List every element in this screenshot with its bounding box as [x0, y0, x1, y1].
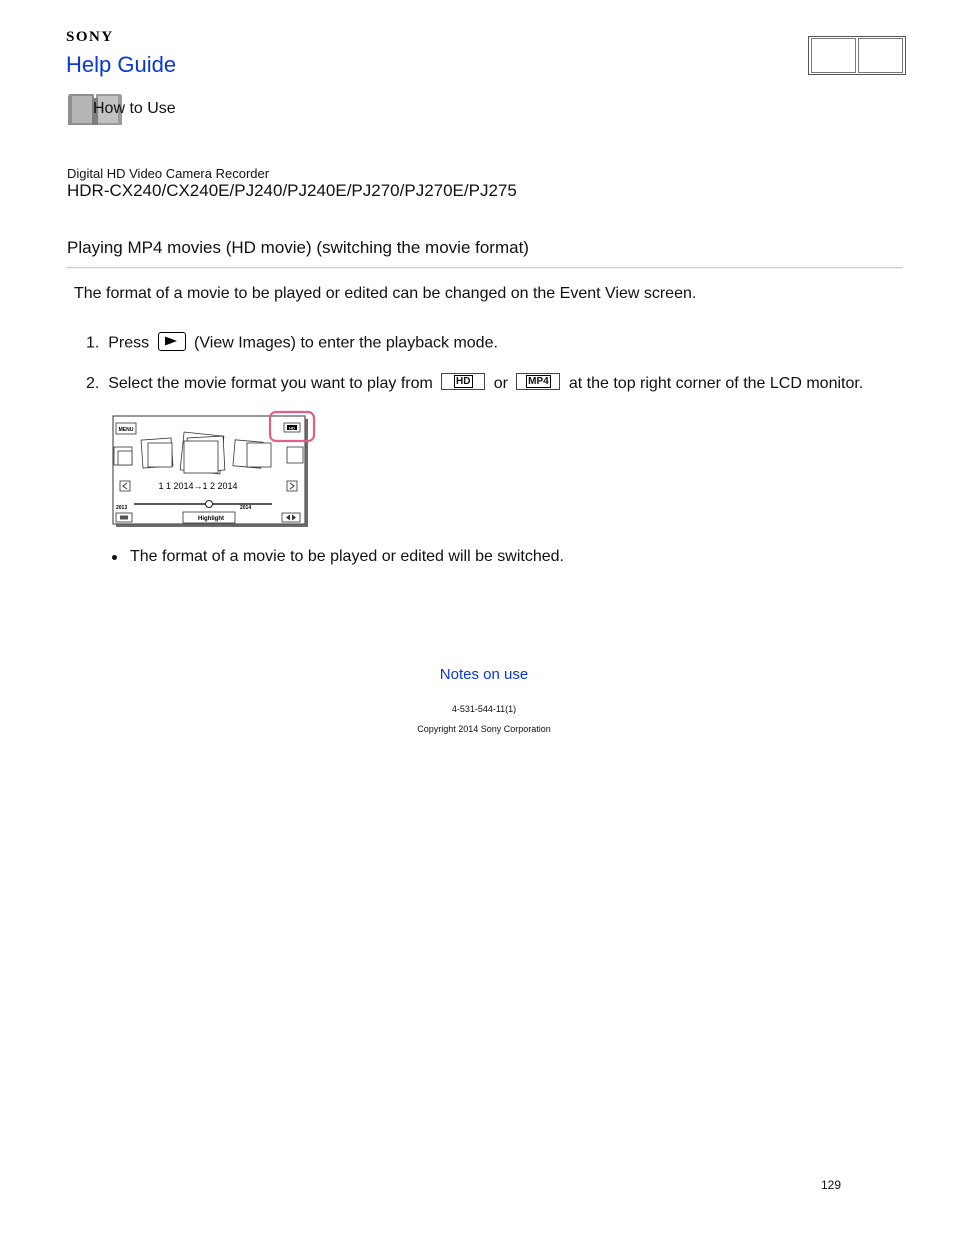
year-right: 2014 — [240, 505, 252, 511]
sony-logo: SONY — [66, 29, 114, 45]
view-images-icon — [158, 332, 186, 351]
step-text: Select the movie format you want to play from — [108, 375, 433, 392]
step-text: at the top right corner of the LCD monitor. — [568, 375, 864, 392]
step-text: (View Images) to enter the playback mode. — [194, 334, 498, 352]
next-page-button[interactable] — [858, 38, 903, 73]
copyright: Copyright 2014 Sony Corporation — [417, 724, 551, 734]
menu-label: MENU — [118, 427, 134, 433]
year-left: 2013 — [116, 505, 128, 511]
step-text: Press — [108, 334, 150, 352]
lcd-screen-illustration — [112, 409, 318, 530]
mp4-format-icon — [516, 373, 560, 390]
document-number: 4-531-544-11(1) — [451, 704, 517, 714]
top-navigation-buttons — [808, 36, 906, 75]
step-number: 2. — [86, 375, 100, 392]
intro-paragraph: The format of a movie to be played or edited can be changed on the Event View screen. — [74, 285, 697, 302]
format-badge-text: HD — [289, 425, 295, 431]
hd-format-label: HD — [456, 376, 471, 388]
bullet-dot — [112, 555, 117, 560]
camera-icon — [120, 516, 128, 520]
bullet-note: The format of a movie to be played or edited will be switched. — [130, 548, 564, 565]
prev-page-button[interactable] — [811, 38, 856, 73]
date-range: 1 1 2014→1 2 2014 — [158, 481, 238, 491]
hd-format-icon — [441, 373, 485, 390]
timeline-handle — [206, 501, 213, 508]
step-1 — [86, 334, 498, 353]
step-text: or — [493, 375, 508, 392]
scroll-left-button — [120, 481, 130, 491]
settings-button — [282, 513, 300, 522]
section-label: How to Use — [93, 100, 176, 117]
page-title: Playing MP4 movies (HD movie) (switching the movie format) — [67, 238, 529, 257]
page-number: 129 — [821, 1178, 842, 1192]
step-2 — [86, 375, 863, 393]
product-category: Digital HD Video Camera Recorder — [67, 166, 270, 181]
step-number: 1. — [86, 334, 100, 352]
scroll-right-button — [287, 481, 297, 491]
mp4-format-label: MP4 — [528, 376, 549, 388]
help-guide-link[interactable]: Help Guide — [66, 52, 177, 77]
highlight-label: Highlight — [198, 516, 224, 522]
notes-on-use-link[interactable]: Notes on use — [439, 666, 529, 683]
product-models: HDR-CX240/CX240E/PJ240/PJ240E/PJ270/PJ270E/PJ275 — [67, 181, 517, 200]
title-divider — [66, 267, 903, 269]
